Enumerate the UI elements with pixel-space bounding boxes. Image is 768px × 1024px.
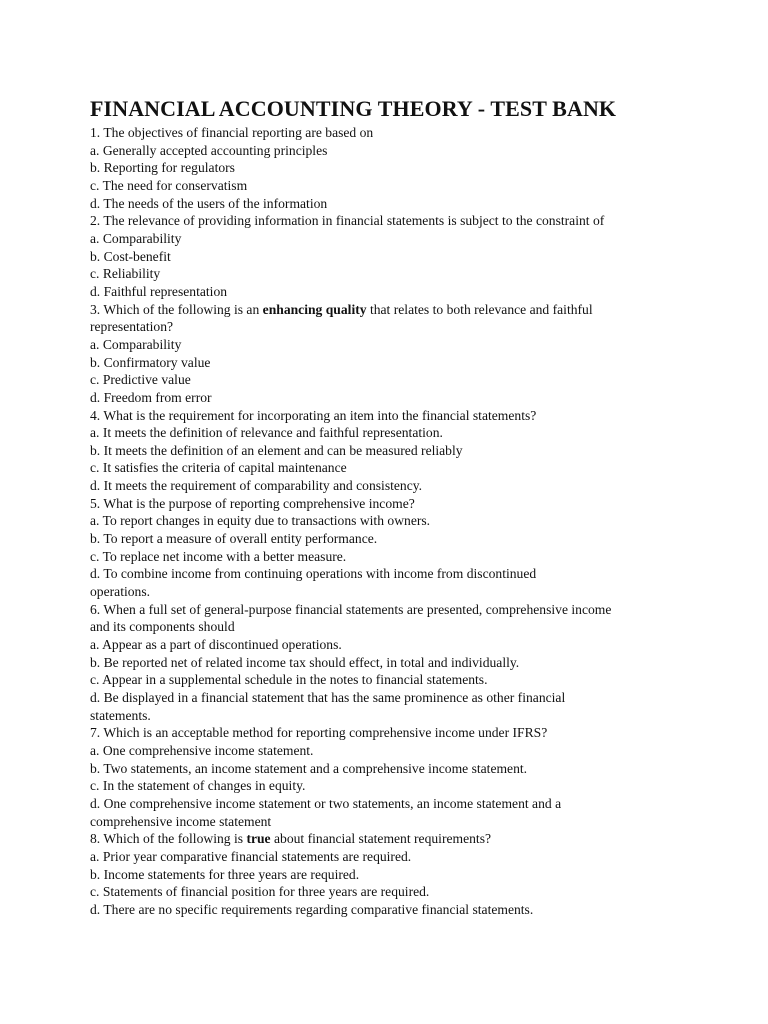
answer-option: c. Predictive value [90,372,191,388]
answer-option: a. Prior year comparative financial statements are required. [90,848,412,864]
question-line: 5. What is the purpose of reporting comprehensive income? [90,495,415,511]
answer-option: a. It meets the definition of relevance and faithful representation. [90,425,443,441]
continuation-line: comprehensive income statement [90,813,272,829]
continuation-line: statements. [90,707,151,723]
continuation-line: representation? [90,319,174,335]
document-page [90,94,740,919]
answer-option: d. To combine income from continuing operations with income from discontinued [90,566,537,582]
question-line: 2. The relevance of providing information in financial statements is subject to the constraint of [90,213,605,229]
answer-option: a. Comparability [90,336,182,352]
answer-option: b. Reporting for regulators [90,160,235,176]
answer-option: a. Appear as a part of discontinued operations. [90,637,342,653]
question-text: 3. Which of the following is an [90,301,263,317]
answer-option: b. Two statements, an income statement and a comprehensive income statement. [90,760,528,776]
question-text: about financial statement requirements? [270,831,492,847]
question-line: 4. What is the requirement for incorporating an item into the financial statements? [90,407,537,423]
document-title: FINANCIAL ACCOUNTING THEORY - TEST BANK [90,96,617,121]
answer-option: c. In the statement of changes in equity. [90,778,306,794]
answer-option: b. Confirmatory value [90,354,211,370]
answer-option: c. Reliability [90,266,161,282]
answer-option: b. To report a measure of overall entity performance. [90,531,378,547]
continuation-line: operations. [90,584,151,600]
emphasis-text: enhancing quality [262,301,367,317]
answer-option: a. One comprehensive income statement. [90,742,314,758]
question-line [90,830,740,848]
continuation-line: and its components should [90,619,235,635]
answer-option: a. To report changes in equity due to transactions with owners. [90,513,431,529]
answer-option: b. Be reported net of related income tax should effect, in total and individually. [90,654,520,670]
answer-option: b. It meets the definition of an element and can be measured reliably [90,442,463,458]
emphasis-text: true [246,831,271,847]
answer-option: d. Faithful representation [90,283,228,299]
question-line: 7. Which is an acceptable method for reporting comprehensive income under IFRS? [90,725,548,741]
answer-option: d. There are no specific requirements regarding comparative financial statements. [90,901,534,917]
question-line: 6. When a full set of general-purpose financial statements are presented, comprehensive income [90,601,612,617]
document-body [90,124,740,919]
answer-option: c. The need for conservatism [90,177,248,193]
answer-option: c. Appear in a supplemental schedule in the notes to financial statements. [90,672,488,688]
answer-option: d. Be displayed in a financial statement that has the same prominence as other financial [90,690,566,705]
answer-option: b. Cost-benefit [90,248,171,264]
question-line [90,301,740,319]
question-line: 1. The objectives of financial reporting are based on [90,125,374,140]
answer-option: b. Income statements for three years are required. [90,866,360,882]
answer-option: a. Generally accepted accounting principles [90,142,328,158]
answer-option: c. It satisfies the criteria of capital maintenance [90,460,347,476]
question-text: 8. Which of the following is [90,831,247,847]
answer-option: d. Freedom from error [90,389,212,405]
answer-option: a. Comparability [90,230,182,246]
answer-option: d. The needs of the users of the information [90,195,328,211]
answer-option: c. Statements of financial position for three years are required. [90,884,430,900]
answer-option: d. It meets the requirement of comparability and consistency. [90,478,423,494]
answer-option: c. To replace net income with a better measure. [90,548,347,564]
answer-option: d. One comprehensive income statement or two statements, an income statement and a [90,795,562,811]
question-text: that relates to both relevance and faithful [366,301,593,317]
